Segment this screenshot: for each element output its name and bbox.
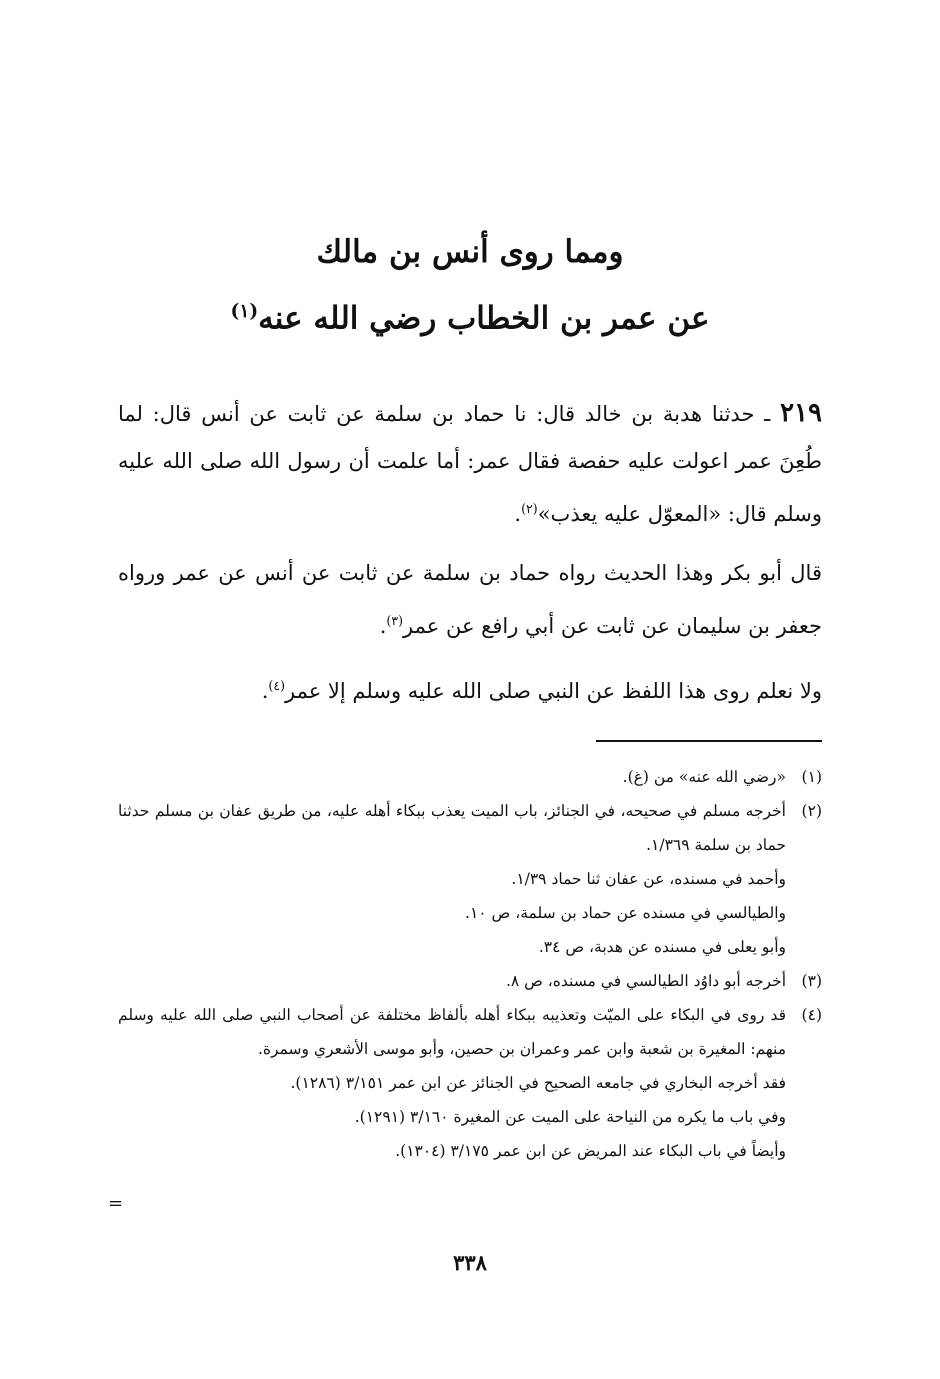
heading-line-1: ومما روى أنس بن مالك — [316, 234, 624, 270]
hadith-number: ٢١٩ — [780, 398, 822, 428]
footnote-line: قد روى في البكاء على الميّت وتعذيبه ببكاء أهله بألفاظ مختلفة عن أصحاب النبي صلى الله عليه وسلم منهم: المغيرة بن شعبة وابن عمر وعمران بن حصين، وأبو موسى الأشعري وسمرة. — [118, 1006, 786, 1058]
comment-1-end: . — [379, 614, 387, 638]
footnote-line: أخرجه أبو داوُد الطيالسي في مسنده، ص ٨. — [505, 972, 786, 990]
footnote-number: (٢) — [801, 802, 822, 820]
footnote-1 — [118, 760, 822, 794]
main-text — [118, 390, 822, 727]
footnote-ref-3[interactable]: (٣) — [386, 613, 404, 628]
footnote-line: «رضي الله عنه» من (غ). — [622, 768, 786, 786]
footnote-ref-2[interactable]: (٢) — [521, 501, 538, 516]
footnote-ref-1[interactable]: (١) — [230, 301, 259, 322]
heading-line-2-text: عن عمر بن الخطاب رضي الله عنه — [258, 300, 710, 337]
comment-2-text: ولا نعلم روى هذا اللفظ عن النبي صلى الله عليه وسلم إلا عمر — [285, 679, 822, 703]
footnote-text — [118, 998, 786, 1168]
comment-2-end: . — [261, 679, 269, 703]
footnote-ref-4[interactable]: (٤) — [268, 678, 285, 693]
continuation-mark: = — [108, 1193, 124, 1214]
footnote-text — [118, 964, 786, 998]
footnote-line: وأبو يعلى في مسنده عن هدبة، ص ٣٤. — [538, 938, 786, 956]
heading-line-2 — [120, 282, 820, 348]
hadith-end: . — [514, 502, 522, 526]
footnote-line: وفي باب ما يكره من النياحة على الميت عن المغيرة ٣/١٦٠ (١٢٩١). — [354, 1108, 786, 1126]
footnote-line: فقد أخرجه البخاري في جامعه الصحيح في الجنائز عن ابن عمر ٣/١٥١ (١٢٨٦). — [290, 1074, 786, 1092]
footnote-4 — [118, 998, 822, 1168]
paragraph-hadith — [118, 390, 822, 538]
footnote-number: (٤) — [801, 1006, 822, 1024]
hadith-text: ـ حدثنا هدبة بن خالد قال: نا حماد بن سلمة عن ثابت عن أنس قال: لما طُعِنَ عمر اعولت عليه حفصة فقال عمر: أما علمت أن رسول الله صلى الله عليه وسلم قال: «المعوّل عليه يعذب» — [118, 402, 822, 526]
footnote-line: أخرجه مسلم في صحيحه، في الجنائز، باب الميت يعذب ببكاء أهله عليه، من طريق عفان بن مسلم حدثنا حماد بن سلمة ١/٣٦٩. — [118, 802, 786, 854]
footnote-3 — [118, 964, 822, 998]
footnotes — [118, 760, 822, 1168]
comment-1-text: قال أبو بكر وهذا الحديث رواه حماد بن سلمة عن ثابت عن أنس عن عمر ورواه جعفر بن سليمان عن ثابت عن أبي رافع عن عمر — [118, 561, 822, 638]
page-number: ٣٣٨ — [453, 1250, 487, 1275]
footnote-number: (٣) — [801, 972, 822, 990]
footnote-separator — [596, 740, 822, 742]
footnote-line: وأيضاً في باب البكاء عند المريض عن ابن عمر ٣/١٧٥ (١٣٠٤). — [395, 1142, 786, 1160]
footnote-line: وأحمد في مسنده، عن عفان ثنا حماد ١/٣٩. — [511, 870, 786, 888]
paragraph-comment-2 — [118, 662, 822, 715]
footnote-text — [118, 760, 786, 794]
chapter-heading — [120, 222, 820, 348]
footnote-text — [118, 794, 786, 964]
footnote-number: (١) — [801, 768, 822, 786]
paragraph-comment-1 — [118, 550, 822, 650]
footnote-2 — [118, 794, 822, 964]
footnote-line: والطيالسي في مسنده عن حماد بن سلمة، ص ١٠. — [465, 904, 786, 922]
